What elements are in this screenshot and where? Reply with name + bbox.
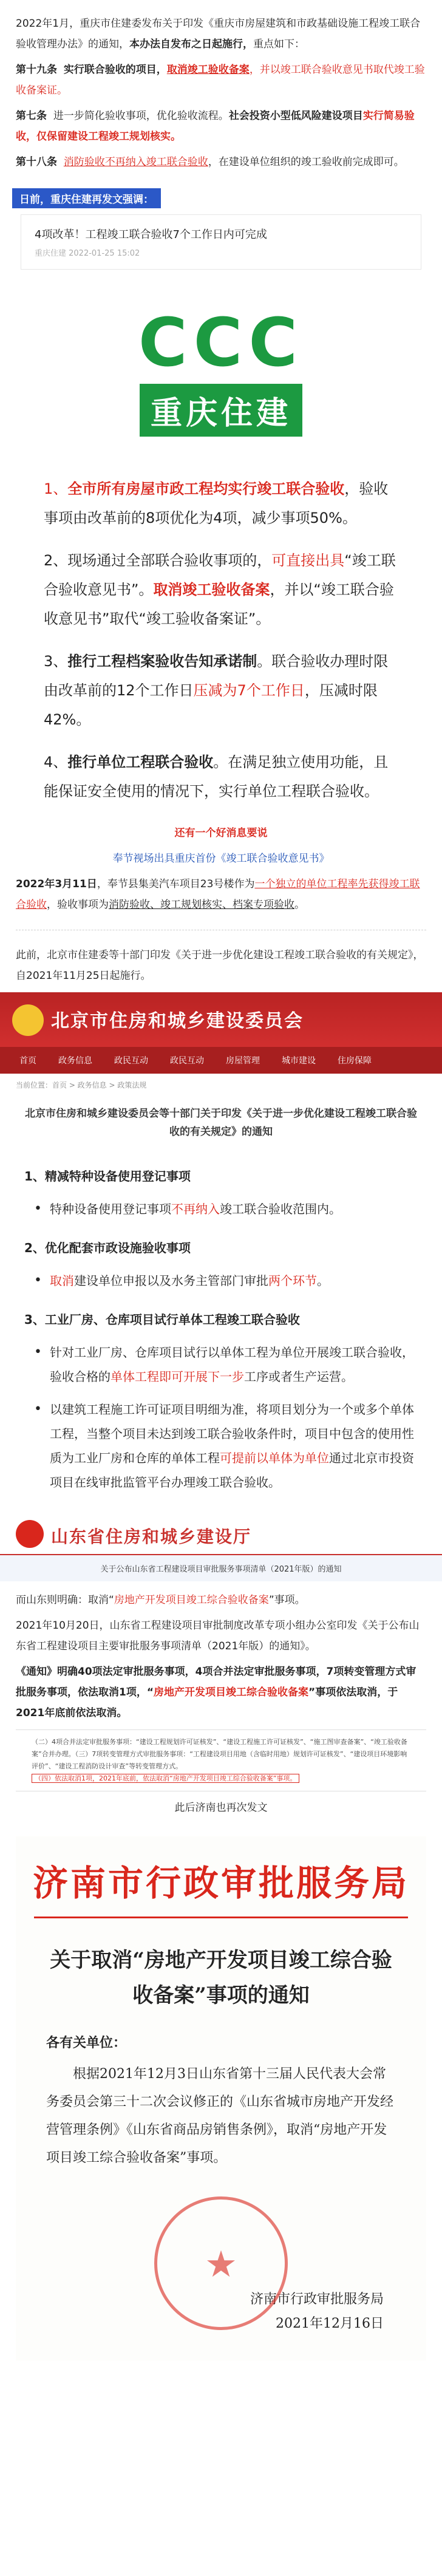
beijing-item-1: • 特种设备使用登记事项不再纳入竣工联合验收范围内。 bbox=[0, 1197, 442, 1221]
article-18: 第十八条 消防验收不再纳入竣工联合验收，在建设单位组织的竣工验收前完成即可。 bbox=[16, 156, 404, 168]
section-bar: 日前，重庆住建再发文强调： bbox=[12, 188, 161, 208]
news-card-meta: 重庆住建 2022-01-25 15:02 bbox=[35, 249, 140, 258]
reform-point-4: 4、推行单位工程联合验收。在满足独立使用功能，且能保证安全使用的情况下，实行单位工程联合验收。 bbox=[44, 754, 389, 800]
shandong-paragraph-3: 《通知》明确40项法定审批服务事项，4项合并法定审批服务事项，7项转变管理方式审批服务事项，依法取消1项，“房地产开发项目竣工综合验收备案”事项依法取消，于2021年底前依法取消。 bbox=[16, 1666, 416, 1719]
beijing-item-4: • 以建筑工程施工许可证项目明细为准，将项目划分为一个或多个单体工程，当整个项目未达到竣工联合验收条件时，项目中包含的使用性质为工业厂房和仓库的单体工程可提前以单体为单位通过北京市投资项目在线审批监管平台办理竣工联合验收。 bbox=[0, 1397, 442, 1494]
nav-item[interactable]: 房屋管理 bbox=[226, 1056, 260, 1066]
beijing-item-2: • 取消建设单位申报以及水务主管部门审批两个环节。 bbox=[0, 1269, 442, 1293]
cq-logo-name: 重庆住建 bbox=[140, 384, 302, 437]
beijing-intro: 此前，北京市住建委等十部门印发《关于进一步优化建设工程竣工联合验收的有关规定》，自2021年11月25日起施行。 bbox=[16, 949, 424, 982]
news-card[interactable] bbox=[21, 214, 421, 270]
article-19: 第十九条 实行联合验收的项目，取消竣工验收备案，并以竣工联合验收意见书取代竣工验收备案证。 bbox=[16, 64, 425, 97]
shandong-excerpt: （二）4项合并法定审批服务事项：“建设工程规划许可证核发”、“建设工程施工许可证核发”、“施工图审查备案”、“竣工验收备案”合并办理。（三）7项转变管理方式审批服务事项：“工程建设项目用地（含临时用地）规划许可证核发”、“建设项目环境影响评价”、“建设工程消防设计审查”等转变管理方式。 （四）依法取消1项，2021年底前，依法取消“房地产开发项目竣工综合验收备案”事项。 bbox=[16, 1729, 426, 1791]
news-card-title[interactable]: 4项改革！工程竣工联合验收7个工作日内可完成 bbox=[35, 228, 267, 241]
breadcrumb: 当前位置：首页 > 政务信息 > 政策法规 bbox=[16, 1081, 147, 1089]
beijing-item-3: • 针对工业厂房、仓库项目试行以单体工程为单位开展竣工联合验收，验收合格的单体工程即可开展下一步工序或者生产运营。 bbox=[0, 1340, 442, 1389]
beijing-section-2: 2、优化配套市政设施验收事项 bbox=[24, 1241, 191, 1255]
shandong-site-title: 山东省住房和城乡建设厅 bbox=[51, 1527, 252, 1547]
article-7: 第七条 进一步简化验收事项，优化验收流程。社会投资小型低风险建设项目实行简易验收，仅保留建设工程竣工规划核实。 bbox=[16, 110, 415, 143]
shandong-paragraph-2: 2021年10月20日，山东省工程建设项目审批制度改革专项小组办公室印发《关于公布山东省工程建设项目主要审批服务事项清单（2021年版）的通知》。 bbox=[16, 1620, 420, 1652]
ccc-logo-text: CCC bbox=[138, 304, 304, 381]
nav-item[interactable]: 住房保障 bbox=[338, 1056, 372, 1066]
jinan-body: 根据2021年12月3日山东省第十三届人民代表大会常务委员会第三十二次会议修正的《山东省城市房地产开发经营管理条例》《山东省商品房销售条例》，取消“房地产开发项目竣工综合验收备案”事项。 bbox=[46, 2067, 394, 2165]
shandong-intro: 而山东则明确：取消“房地产开发项目竣工综合验收备案”事项。 bbox=[16, 1594, 305, 1606]
intro-paragraph: 2022年1月，重庆市住建委发布关于印发《重庆市房屋建筑和市政基础设施工程竣工联合验收管理办法》的通知，本办法自发布之日起施行，重点如下： bbox=[16, 18, 421, 50]
shandong-caption: 关于公布山东省工程建设项目审批服务事项清单（2021年版）的通知 bbox=[0, 1555, 442, 1581]
nav-item[interactable]: 城市建设 bbox=[282, 1056, 316, 1066]
jinan-intro: 此后济南也再次发文 bbox=[174, 1802, 268, 1814]
jinan-doc-head: 济南市行政审批服务局 bbox=[32, 1862, 409, 1904]
beijing-section-1: 1、精减特种设备使用登记事项 bbox=[24, 1169, 191, 1184]
jinan-signature: 济南市行政审批服务局 2021年12月16日 bbox=[250, 2292, 384, 2331]
beijing-nav bbox=[0, 1047, 442, 1074]
emblem-icon bbox=[12, 1004, 44, 1036]
nav-item[interactable]: 政民互动 bbox=[114, 1056, 148, 1066]
jinan-document bbox=[16, 1836, 426, 2360]
nav-item[interactable]: 政务信息 bbox=[58, 1056, 92, 1066]
more-link[interactable]: 奉节视场出具重庆首份《竣工联合验收意见书》 bbox=[112, 853, 330, 865]
reform-point-2: 2、现场通过全部联合验收事项的，可直接出具“竣工联合验收意见书”。取消竣工验收备案，并以“竣工联合验收意见书”取代“竣工验收备案证”。 bbox=[44, 552, 396, 627]
jinan-salutation: 各有关单位： bbox=[46, 2035, 127, 2051]
jinan-doc-title: 关于取消“房地产开发项目竣工综合验收备案”事项的通知 bbox=[50, 1948, 392, 2008]
nav-item[interactable]: 政民互动 bbox=[170, 1056, 204, 1066]
beijing-site-header bbox=[0, 992, 442, 1047]
official-seal-icon bbox=[154, 2196, 288, 2330]
beijing-section-3: 3、工业厂房、仓库项目试行单体工程竣工联合验收 bbox=[24, 1312, 300, 1327]
reform-point-1: 1、全市所有房屋市政工程均实行竣工联合验收，验收事项由改革前的8项优化为4项，减少事项50%。 bbox=[44, 480, 389, 526]
reform-point-3: 3、推行工程档案验收告知承诺制。联合验收办理时限由改革前的12个工作日压减为7个工作日，压减时限42%。 bbox=[44, 653, 389, 728]
shandong-site-header bbox=[0, 1513, 442, 1555]
beijing-doc-title: 北京市住房和城乡建设委员会等十部门关于印发《关于进一步优化建设工程竣工联合验收的有关规定》的通知 bbox=[25, 1108, 417, 1138]
chongqing-logo bbox=[0, 276, 442, 461]
fengjie-paragraph: 2022年3月11日，奉节县集美汽车项目23号楼作为一个独立的单位工程率先获得竣工联合验收，验收事项为消防验收、竣工规划核实、档案专项验收。 bbox=[16, 878, 420, 911]
beijing-site-title: 北京市住房和城乡建设委员会 bbox=[51, 1010, 304, 1032]
more-heading: 还有一个好消息要说 bbox=[174, 827, 268, 839]
nav-item[interactable]: 首页 bbox=[19, 1056, 36, 1066]
divider bbox=[34, 1917, 408, 1918]
emblem-icon bbox=[16, 1520, 44, 1548]
highlight-box: （四）依法取消1项，2021年底前，依法取消“房地产开发项目竣工综合验收备案”事项。 bbox=[32, 1774, 299, 1783]
